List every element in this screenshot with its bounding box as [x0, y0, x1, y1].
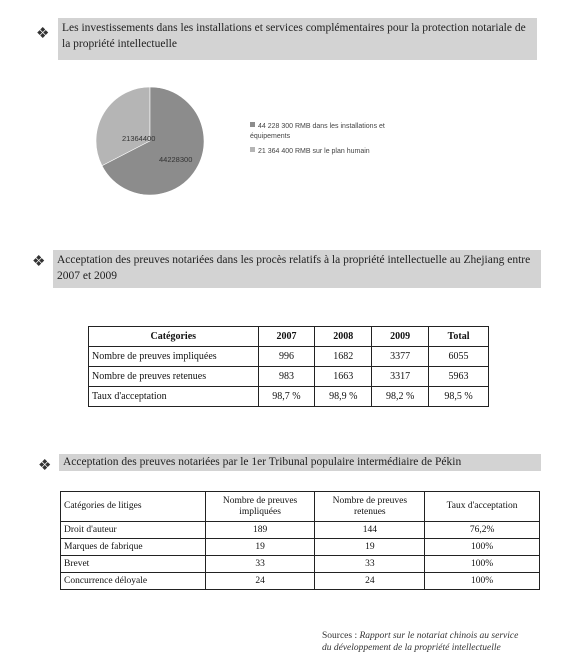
pie-slice-label-2: 21364400 [122, 134, 156, 143]
table-header: 2008 [315, 327, 372, 347]
table-cell: 6055 [429, 347, 489, 367]
table-cell: 33 [205, 556, 315, 573]
table-cell: Taux d'acceptation [89, 387, 259, 407]
pie-legend [250, 122, 400, 157]
pekin-table [60, 491, 540, 590]
table-row [61, 573, 540, 590]
investment-pie-chart [95, 86, 205, 196]
table-cell: 19 [315, 539, 425, 556]
table-cell: Nombre de preuves retenues [89, 367, 259, 387]
table-header: 2009 [372, 327, 429, 347]
table-cell: 996 [258, 347, 315, 367]
section-title-pekin: Acceptation des preuves notariées par le 1er Tribunal populaire intermédiaire de Pékin [59, 454, 541, 471]
source-title-line2: du développement de la propriété intellectuelle [322, 643, 501, 653]
source-title-line1: Rapport sur le notariat chinois au service [359, 631, 519, 641]
table-cell: Brevet [61, 556, 206, 573]
table-cell: 983 [258, 367, 315, 387]
table-cell: 1663 [315, 367, 372, 387]
table-cell: 100% [425, 556, 540, 573]
table-cell: 76,2% [425, 522, 540, 539]
table-header-row [89, 327, 489, 347]
table-header: Nombre de preuves retenues [315, 492, 425, 522]
table-header: Taux d'acceptation [425, 492, 540, 522]
table-row [89, 387, 489, 407]
legend-label-equipment: 44 228 300 RMB dans les installations et équipements [250, 123, 385, 140]
table-cell: Droit d'auteur [61, 522, 206, 539]
table-cell: 24 [315, 573, 425, 590]
table-row [89, 367, 489, 387]
pie-slice-label-1: 44228300 [159, 155, 193, 164]
table-header: Total [429, 327, 489, 347]
table-cell: 98,9 % [315, 387, 372, 407]
table-cell: 24 [205, 573, 315, 590]
table-cell: 98,7 % [258, 387, 315, 407]
legend-label-human: 21 364 400 RMB sur le plan humain [258, 148, 370, 155]
table-row [61, 539, 540, 556]
zhejiang-table [88, 326, 489, 407]
table-cell: 3317 [372, 367, 429, 387]
table-cell: 100% [425, 539, 540, 556]
bullet-icon: ❖ [32, 252, 46, 270]
bullet-icon: ❖ [38, 456, 52, 474]
table-cell: Marques de fabrique [61, 539, 206, 556]
table-cell: 98,5 % [429, 387, 489, 407]
table-cell: 189 [205, 522, 315, 539]
table-header: Catégories de litiges [61, 492, 206, 522]
table-cell: 144 [315, 522, 425, 539]
section-title-zhejiang: Acceptation des preuves notariées dans les procès relatifs à la propriété intellectuelle au Zhejiang entre 2007 et 2009 [53, 250, 541, 288]
table-cell: 100% [425, 573, 540, 590]
source-prefix: Sources : [322, 631, 360, 641]
table-header: Catégories [89, 327, 259, 347]
legend-swatch-human [250, 147, 255, 152]
bullet-icon: ❖ [36, 24, 50, 42]
legend-item-equipment [250, 122, 400, 142]
table-cell: Nombre de preuves impliquées [89, 347, 259, 367]
table-cell: 3377 [372, 347, 429, 367]
table-cell: Concurrence déloyale [61, 573, 206, 590]
section-title-investments: Les investissements dans les installations et services complémentaires pour la protection notariale de la propriété intellectuelle [58, 18, 537, 60]
table-cell: 1682 [315, 347, 372, 367]
table-cell: 98,2 % [372, 387, 429, 407]
table-row [61, 556, 540, 573]
source-note [322, 630, 557, 654]
table-row [89, 347, 489, 367]
table-cell: 5963 [429, 367, 489, 387]
table-cell: 33 [315, 556, 425, 573]
table-header: 2007 [258, 327, 315, 347]
table-row [61, 522, 540, 539]
table-cell: 19 [205, 539, 315, 556]
table-header: Nombre de preuves impliquées [205, 492, 315, 522]
table-header-row [61, 492, 540, 522]
legend-swatch-equipment [250, 122, 255, 127]
legend-item-human [250, 147, 400, 157]
